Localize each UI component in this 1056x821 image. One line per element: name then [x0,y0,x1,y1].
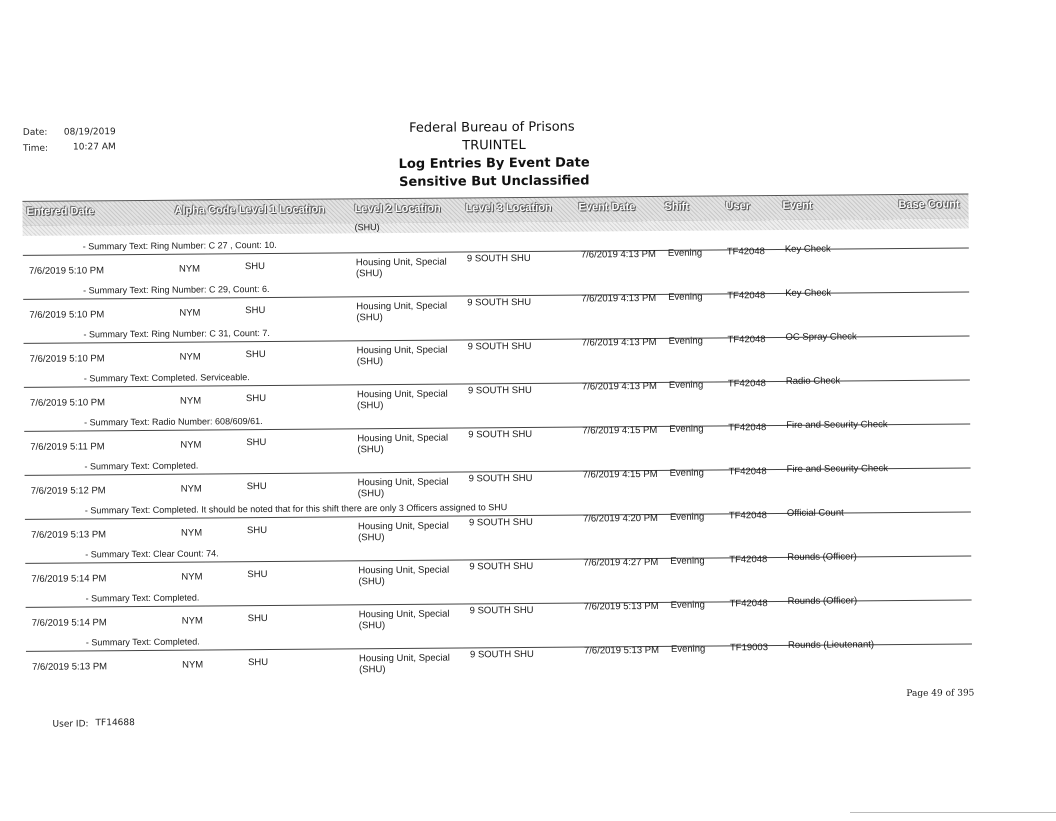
user: TF42048 [729,598,768,610]
entered-date: 7/6/2019 5:11 PM [30,441,105,453]
level2-line1: Housing Unit, Special [357,432,449,445]
title-report: Log Entries By Event Date [398,155,590,172]
level3-location: 9 SOUTH SHU [468,428,533,441]
user-id-value: TF14688 [95,718,135,729]
level1-location: SHU [245,304,266,317]
level1-location: SHU [248,656,269,669]
summary-text: - Summary Text: Completed. Serviceable. [83,372,250,384]
summary-text: - Summary Text: Completed. [84,460,199,472]
level2-line2: (SHU) [358,576,385,588]
shift: Evening [670,643,706,655]
level1-location: SHU [247,568,268,581]
level2-line1: Housing Unit, Special [357,520,449,533]
summary-text: - Summary Text: Completed. [85,592,200,604]
log-entry [24,366,970,417]
summary-text: - Summary Text: Completed. It should be noted that for this shift there are only 3 Officers assigned to SHU [84,502,508,516]
shift: Evening [668,379,704,391]
entered-date: 7/6/2019 5:10 PM [29,309,105,321]
summary-text: - Summary Text: Ring Number: C 31, Count: 7. [83,327,270,340]
log-entry [23,322,969,373]
event-date: 7/6/2019 4:15 PM [582,424,658,437]
user: TF42048 [728,510,767,522]
summary-text: - Summary Text: Radio Number: 608/609/61. [84,416,263,428]
level2-line1: Housing Unit, Special [355,256,447,269]
col-entered-date: Entered Date [26,205,95,218]
col-user: User [725,200,751,213]
event-date: 7/6/2019 4:13 PM [581,336,657,349]
level2-location [358,520,478,543]
event-date: 7/6/2019 4:13 PM [581,292,657,305]
event-date: 7/6/2019 5:13 PM [583,644,660,657]
level1-location: SHU [245,392,267,405]
level2-location [359,608,479,631]
user: TF42048 [728,466,767,478]
col-alpha-code: Alpha Code Level 1 Location [174,203,325,217]
user: TF19003 [729,642,769,654]
log-entry [25,498,971,549]
shift: Evening [669,467,704,479]
shift: Evening [668,335,703,347]
alpha-code: NYM [180,527,203,539]
summary-text: - Summary Text: Ring Number: C 27 , Count: 10. [82,239,277,252]
shift: Evening [668,291,703,303]
level2-location [359,652,479,675]
level3-location: 9 SOUTH SHU [469,604,534,617]
level2-line1: Housing Unit, Special [356,344,448,357]
alpha-code: NYM [179,307,201,319]
col-event: Event [782,199,813,212]
shift: Evening [667,247,703,259]
event: Rounds (Officer) [787,551,857,563]
alpha-code: NYM [181,615,203,627]
user-id-label: User ID: [52,719,89,730]
alpha-code: NYM [180,483,202,495]
level2-line2: (SHU) [355,268,383,280]
time-label: Time: [22,143,49,154]
level1-location: SHU [246,436,267,449]
entered-date: 7/6/2019 5:14 PM [31,617,107,629]
entered-date: 7/6/2019 5:13 PM [32,661,108,673]
event-date: 7/6/2019 4:13 PM [581,380,657,393]
user: TF42048 [726,246,765,258]
level3-location: 9 SOUTH SHU [466,252,531,265]
entered-date: 7/6/2019 5:13 PM [31,529,107,541]
user: TF42048 [727,334,766,346]
level3-location: 9 SOUTH SHU [468,472,533,485]
event: Official Count [786,507,844,519]
level2-location [358,564,478,587]
alpha-code: NYM [180,439,202,451]
log-entry [26,630,972,681]
level3-location: 9 SOUTH SHU [467,340,532,353]
level2-location [357,432,477,455]
shift: Evening [670,599,706,611]
log-entry [23,278,969,329]
user: TF42048 [729,554,768,566]
level2-location [356,300,476,323]
level2-line1: Housing Unit, Special [356,388,448,401]
col-shift: Shift [664,200,689,213]
shift: Evening [670,555,705,567]
level2-line1: Housing Unit, Special [356,300,448,313]
level1-location: SHU [246,480,267,493]
entered-date: 7/6/2019 5:12 PM [30,485,106,497]
entered-date: 7/6/2019 5:14 PM [31,573,107,585]
level2-line2: (SHU) [356,356,384,368]
event: Radio Check [785,375,841,387]
level2-location [357,388,477,411]
col-level2: Level 2 Location [354,202,441,216]
summary-text: - Summary Text: Completed. [85,636,200,648]
level2-line2: (SHU) [357,444,384,456]
event: Key Check [785,287,832,299]
summary-text: - Summary Text: Ring Number: C 29, Count: 6. [83,283,270,296]
level3-location: 9 SOUTH SHU [468,516,533,529]
event-date: 7/6/2019 4:15 PM [582,468,658,481]
event: Rounds (Officer) [787,595,858,607]
event-date: 7/6/2019 4:20 PM [582,512,658,525]
user: TF42048 [727,290,766,302]
summary-text: - Summary Text: Clear Count: 74. [85,548,219,560]
level2-line2: (SHU) [356,400,384,412]
level2-location [358,476,478,499]
event-date: 7/6/2019 4:27 PM [583,556,659,569]
alpha-code: NYM [179,351,201,363]
level3-location: 9 SOUTH SHU [469,560,534,573]
event: OC Spray Check [785,331,857,343]
level2-location [356,256,476,279]
level2-line1: Housing Unit, Special [358,652,450,665]
level2-line2: (SHU) [358,620,386,632]
level2-line2: (SHU) [356,312,383,324]
event: Fire and Security Check [786,463,888,475]
level2-line1: Housing Unit, Special [357,476,449,489]
level3-location: 9 SOUTH SHU [467,296,532,309]
entered-date: 7/6/2019 5:10 PM [29,353,105,365]
event: Fire and Security Check [786,419,888,431]
time-value: 10:27 AM [72,142,116,153]
user: TF42048 [728,422,767,434]
date-label: Date: [22,127,48,138]
scan-edge-line [850,812,1056,813]
page-number: Page 49 of 395 [906,688,975,699]
log-entry [25,542,971,593]
level2-line2: (SHU) [357,488,385,500]
log-entry [26,586,972,637]
event: Rounds (Lieutenant) [787,639,875,651]
entered-date: 7/6/2019 5:10 PM [28,265,105,277]
entered-date: 7/6/2019 5:10 PM [29,397,106,409]
level2-line1: Housing Unit, Special [358,564,450,577]
log-entry [24,410,970,461]
level1-location: SHU [247,612,268,625]
col-event-date: Event Date [578,201,636,214]
level1-location: SHU [245,348,266,361]
date-value: 08/19/2019 [63,127,116,138]
level3-location: 9 SOUTH SHU [467,384,532,397]
level3-location: 9 SOUTH SHU [469,648,534,661]
event-date: 7/6/2019 5:13 PM [583,600,659,613]
title-agency: Federal Bureau of Prisons [409,119,575,136]
level2-line1: Housing Unit, Special [358,608,450,621]
level2-location [357,344,477,367]
event-date: 7/6/2019 4:13 PM [580,248,656,261]
level1-location: SHU [244,260,266,273]
title-classification: Sensitive But Unclassified [398,173,590,190]
title-system: TRUINTEL [462,137,526,154]
level2-line2: (SHU) [359,664,386,676]
log-entry [24,454,970,505]
shift: Evening [669,511,705,523]
level1-location: SHU [246,524,268,537]
level2-line2: (SHU) [358,532,385,544]
alpha-code: NYM [178,263,201,275]
user: TF42048 [727,378,766,390]
continued-level2: (SHU) [354,222,380,233]
alpha-code: NYM [182,659,204,671]
alpha-code: NYM [179,395,202,407]
log-entry [23,234,969,285]
col-level3: Level 3 Location [465,201,552,215]
shift: Evening [669,423,704,435]
alpha-code: NYM [181,571,203,583]
col-base-count: Base Count [898,198,960,212]
event: Key Check [784,243,831,255]
